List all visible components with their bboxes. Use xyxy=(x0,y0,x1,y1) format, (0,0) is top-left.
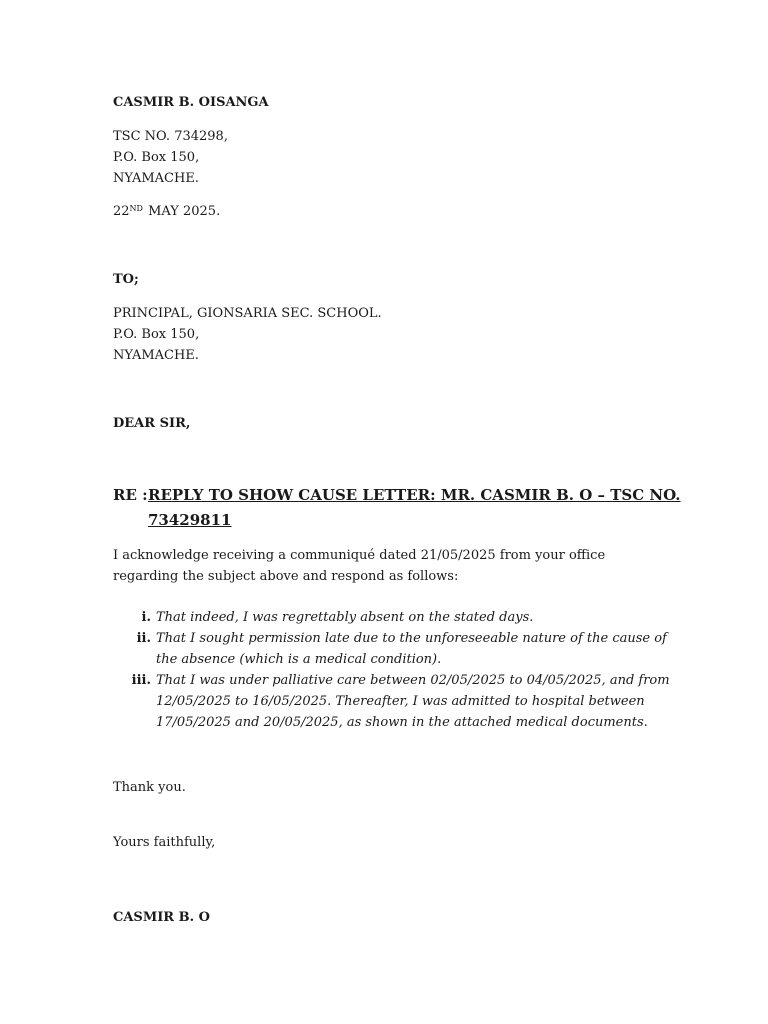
response-points-list xyxy=(113,607,673,733)
salutation: DEAR SIR, xyxy=(113,416,191,431)
list-item-line: That I sought permission late due to the unforeseeable nature of the cause of xyxy=(156,631,667,646)
list-item xyxy=(113,628,673,670)
signature-name: CASMIR B. O xyxy=(113,910,210,925)
date-day: 22 xyxy=(113,204,130,219)
intro-line-2: regarding the subject above and respond as follows: xyxy=(113,569,459,584)
letter-date xyxy=(113,201,220,222)
list-item xyxy=(113,670,673,733)
list-item-number: ii. xyxy=(136,631,151,646)
to-label: TO; xyxy=(113,272,139,287)
list-item-line: 12/05/2025 to 16/05/2025. Thereafter, I was admitted to hospital between xyxy=(156,694,645,709)
closing-thanks: Thank you. xyxy=(113,780,186,795)
subject-line-2: 73429811 xyxy=(148,511,232,529)
list-item-line: the absence (which is a medical condition). xyxy=(156,652,442,667)
sender-address xyxy=(113,126,228,189)
closing-sign-off: Yours faithfully, xyxy=(113,835,216,850)
sender-tsc-line: TSC NO. 734298, xyxy=(113,129,228,144)
subject-label: RE : xyxy=(113,486,148,504)
list-item-number: iii. xyxy=(131,673,151,688)
list-item-number: i. xyxy=(141,610,151,625)
sender-name: CASMIR B. OISANGA xyxy=(113,95,269,110)
list-item-line: That indeed, I was regrettably absent on the stated days. xyxy=(156,610,534,625)
date-rest: MAY 2025. xyxy=(143,204,221,219)
date-ordinal: ND xyxy=(129,204,143,213)
list-item-line: 17/05/2025 and 20/05/2025, as shown in the attached medical documents. xyxy=(156,715,648,730)
recipient-line-3: NYAMACHE. xyxy=(113,348,199,363)
recipient-line-1: PRINCIPAL, GIONSARIA SEC. SCHOOL. xyxy=(113,306,382,321)
intro-paragraph xyxy=(113,545,605,587)
recipient-line-2: P.O. Box 150, xyxy=(113,327,200,342)
subject-line-1: REPLY TO SHOW CAUSE LETTER: MR. CASMIR B. O – TSC NO. xyxy=(148,486,681,504)
intro-line-1: I acknowledge receiving a communiqué dated 21/05/2025 from your office xyxy=(113,548,606,563)
list-item-line: That I was under palliative care between 02/05/2025 to 04/05/2025, and from xyxy=(156,673,670,688)
list-item xyxy=(113,607,673,628)
recipient-address xyxy=(113,303,382,366)
sender-box-line: P.O. Box 150, xyxy=(113,150,200,165)
subject-text xyxy=(148,483,681,533)
sender-town-line: NYAMACHE. xyxy=(113,171,199,186)
